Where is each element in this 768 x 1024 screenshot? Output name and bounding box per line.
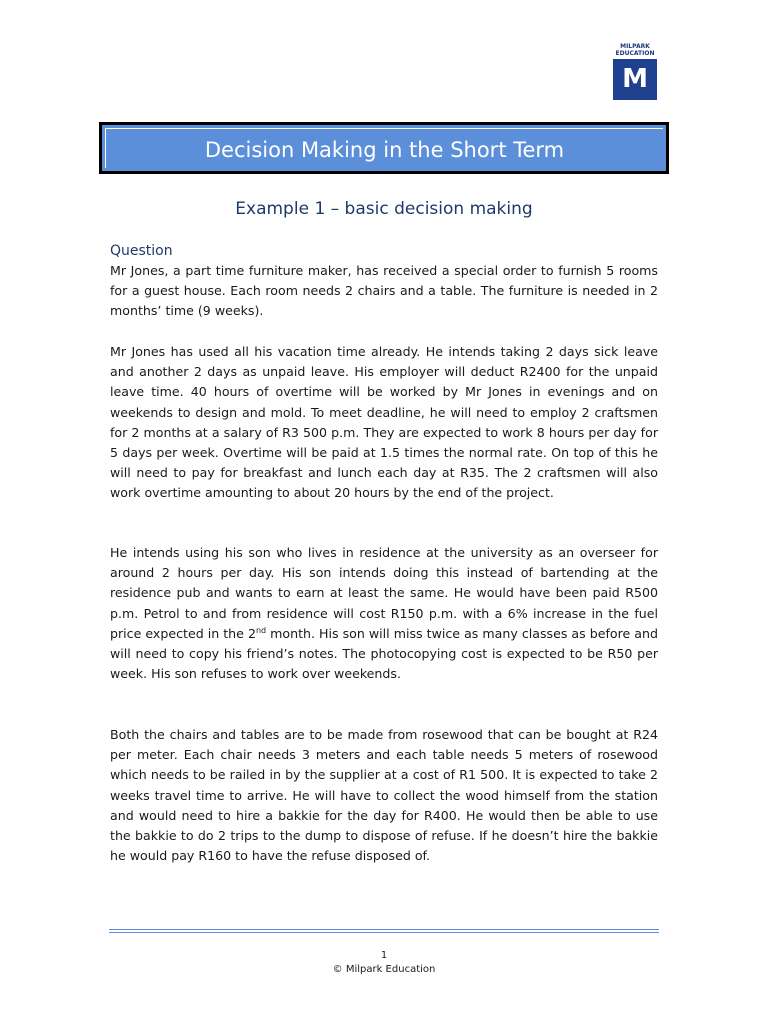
paragraph-son-overseer [110, 543, 658, 684]
footer-divider [109, 929, 659, 930]
logo-line-education: EDUCATION [615, 49, 655, 57]
title-banner [99, 122, 669, 174]
logo-letter-box: M [613, 59, 657, 100]
question-heading: Question [110, 243, 173, 259]
paragraph-order-details: Mr Jones, a part time furniture maker, has received a special order to furnish 5 rooms for a guest house. Each room needs 2 chairs and a table. The furniture is needed in 2 months’ time (9 weeks). [110, 263, 658, 319]
milpark-logo [613, 44, 657, 100]
page-number: 1 [380, 950, 388, 961]
logo-line-milpark: MILPARK [620, 43, 650, 50]
paragraph-son-text-before: He intends using his son who lives in residence at the university as an overseer for around 2 hours per day. His son intends doing this instead of bartending at the residence pub and wants to earn at least the same. He would have been paid R500 p.m. Petrol to and from residence will cost R150 p.m. with a 6% increase in the fuel price expected in the 2 [110, 545, 658, 641]
copyright-notice: © Milpark Education [332, 964, 436, 975]
paragraph-materials: Both the chairs and tables are to be made from rosewood that can be bought at R24 per meter. Each chair needs 3 meters and each table needs 5 meters of rosewood which needs to be railed in by the supplier at a cost of R1 500. It is expected to take 2 weeks travel time to arrive. He will have to collect the wood himself from the station and would need to hire a bakkie for the day for R400. He would then be able to use the bakkie to do 2 trips to the dump to dispose of refuse. If he doesn’t hire the bakkie he would pay R160 to have the refuse disposed of. [110, 727, 658, 864]
page-title: Decision Making in the Short Term [204, 138, 565, 162]
paragraph-son-text-after: month. His son will miss twice as many classes as before and will need to copy his friend’s notes. The photocopying cost is expected to be R50 per week. His son refuses to work over weekends. [110, 625, 658, 682]
title-banner-inner [105, 128, 663, 168]
footer-divider-secondary [109, 932, 659, 933]
example-heading: Example 1 – basic decision making [235, 199, 533, 219]
logo-text [613, 44, 657, 57]
ordinal-superscript: nd [255, 625, 267, 635]
paragraph-labour-costs: Mr Jones has used all his vacation time already. He intends taking 2 days sick leave and another 2 days as unpaid leave. His employer will deduct R2400 for the unpaid leave time. 40 hours of overtime will be worked by Mr Jones in evenings and on weekends to design and mold. To meet deadline, he will need to employ 2 craftsmen for 2 months at a salary of R3 500 p.m. They are expected to work 8 hours per day for 5 days per week. Overtime will be paid at 1.5 times the normal rate. On top of this he will need to pay for breakfast and lunch each day at R35. The 2 craftsmen will also work overtime amounting to about 20 hours by the end of the project. [110, 344, 658, 501]
